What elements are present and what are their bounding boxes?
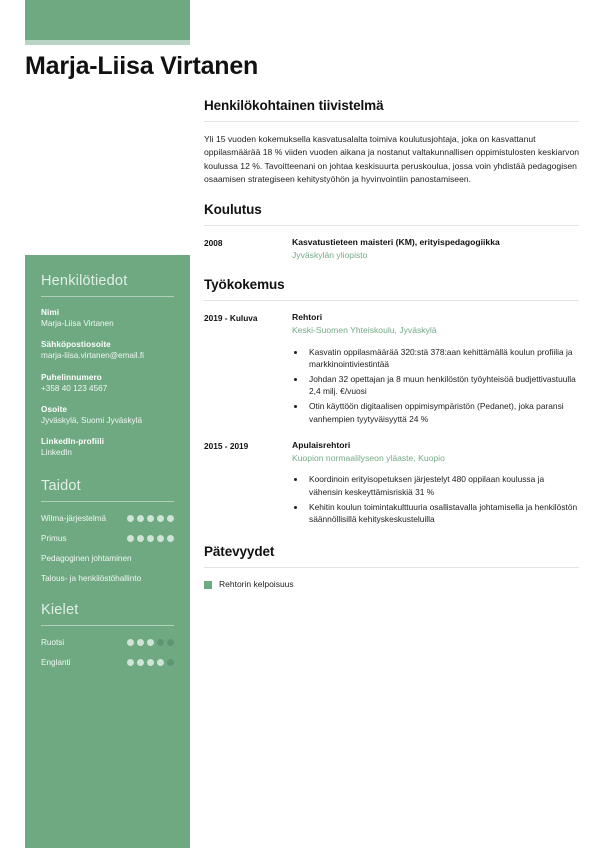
entry-role: Rehtori [292,312,323,323]
entry-body [292,312,579,427]
rating-dot [127,659,134,666]
entry-body [292,237,579,261]
personal-field [41,405,174,426]
skill-rating-dots [127,515,174,522]
section-title-summary: Henkilökohtainen tiivistelmä [204,98,384,113]
personal-field [41,340,174,361]
qualification-item [204,579,579,590]
rating-dot [167,515,174,522]
language-row [41,637,174,648]
rating-dot [167,535,174,542]
entry-role: Kasvatustieteen maisteri (KM), erityispedagogiikka [292,237,500,248]
skill-rating-dots [127,535,174,542]
section-title-qualifications: Pätevyydet [204,543,275,559]
sidebar-section-personal [41,273,174,458]
rating-dot [147,639,154,646]
rating-dot [137,639,144,646]
language-rating-dots [127,639,174,646]
sidebar-section-title-languages: Kielet [41,602,79,619]
sidebar-section-title-skills: Taidot [41,478,81,495]
rating-dot [137,515,144,522]
page-title: Marja-Liisa Virtanen [25,52,259,80]
timeline-entry [204,237,579,261]
entry-role: Apulaisrehtori [292,440,351,451]
section-divider [204,300,579,301]
section-divider [204,121,579,122]
main-content [204,98,579,606]
entry-bullet-list [292,346,579,426]
personal-field-value: Jyväskylä, Suomi Jyväskylä [41,415,143,425]
personal-fields-list [41,308,174,458]
section-divider [204,225,579,226]
personal-field-label: Osoite [41,404,68,414]
rating-dot [127,535,134,542]
square-bullet-icon [204,581,212,589]
personal-field-label: Puhelinnumero [41,372,102,382]
rating-dot [157,639,164,646]
sidebar-section-languages [41,602,174,668]
personal-field-label: Nimi [41,308,60,317]
skill-row [41,573,174,584]
entry-organization: Kuopion normaalilyseon yläaste, Kuopio [292,452,445,463]
personal-field-value: LinkedIn [41,448,72,457]
personal-field-value: marja-liisa.virtanen@email.fi [41,351,144,361]
entry-bullet: • Kasvatin oppilasmäärää 320:stä 378:aan kehittämällä koulun profiilia ja markkinointiviestintää [306,346,579,371]
personal-field [41,373,174,394]
rating-dot [147,515,154,522]
entry-body [292,440,579,528]
sidebar-section-title-personal: Henkilötiedot [41,273,128,289]
education-entries [204,237,579,261]
section-title-experience: Työkokemus [204,277,285,293]
entry-bullet-list [292,473,579,525]
section-title-education: Koulutus [204,202,262,218]
skill-label: Wilma-järjestelmä [41,513,107,523]
personal-field [41,437,174,458]
personal-field [41,308,174,329]
section-qualifications [204,544,579,590]
rating-dot [147,659,154,666]
entry-bullet: • Johdan 32 opettajan ja 8 muun henkilöstön työyhteisöä budjettivastuulla 2,4 milj. €/vuosi [306,373,579,398]
entry-date: 2008 [204,238,223,249]
skill-row [41,533,174,544]
experience-entries [204,312,579,527]
section-experience [204,277,579,527]
entry-date: 2019 - Kuluva [204,313,258,324]
qualification-items [204,579,579,590]
entry-bullet: • Koordinoin erityisopetuksen järjestelyt 480 oppilaan koulussa ja vähensin keskeyttämisriskiä 31 % [306,473,579,498]
sidebar-divider [41,296,174,297]
sidebar-divider [41,625,174,626]
rating-dot [157,535,164,542]
language-label: Ruotsi [41,637,65,647]
rating-dot [167,639,174,646]
skill-row [41,553,174,564]
language-row [41,657,174,668]
personal-field-label: Sähköpostiosoite [41,340,111,350]
section-education [204,202,579,261]
rating-dot [127,639,134,646]
spacer [41,469,174,478]
personal-field-label: LinkedIn-profiili [41,437,105,446]
section-summary [204,98,579,186]
sidebar-section-skills [41,478,174,584]
entry-organization: Keski-Suomen Yhteiskoulu, Jyväskylä [292,325,437,336]
rating-dot [147,535,154,542]
timeline-entry [204,312,579,427]
header-accent-banner [25,0,190,40]
rating-dot [157,659,164,666]
rating-dot [137,535,144,542]
rating-dot [127,515,134,522]
languages-list [41,637,174,668]
personal-field-value: Marja-Liisa Virtanen [41,319,114,328]
spacer [41,593,174,602]
header-accent-strip [25,40,190,45]
language-rating-dots [127,659,174,666]
entry-bullet: • Otin käyttöön digitaalisen oppimisympäristön (Pedanet), joka paransi vanhempien tyytyväisyyttä 24 % [306,400,579,425]
skills-list [41,513,174,584]
entry-date: 2015 - 2019 [204,441,249,452]
skill-label: Primus [41,533,67,543]
summary-text: Yli 15 vuoden kokemuksella kasvatusalalta toimiva koulutusjohtaja, joka on kasvattanut oppilasmäärää 18 % viiden vuoden aikana ja nostanut valtakunnallisen oppimistulosten keskiarvon koulussa 12 %. Tavoitteenani on johtaa keskisuurta peruskoulua, jossa voin yhdistää pedagogisen osaamisen strategiseen kehitystyöhön ja hyvinvointiin panostamiseen. [204,134,580,184]
sidebar [25,255,190,848]
rating-dot [157,515,164,522]
sidebar-divider [41,501,174,502]
rating-dot [167,659,174,666]
rating-dot [137,659,144,666]
timeline-entry [204,440,579,528]
entry-bullet: • Kehitin koulun toimintakulttuuria osallistavalla johtamisella ja henkilöstön säännöllisillä kehityskeskusteluilla [306,501,579,526]
skill-label: Talous- ja henkilöstöhallinto [41,573,142,583]
section-divider [204,567,579,568]
language-label: Englanti [41,657,71,667]
personal-field-value: +358 40 123 4567 [41,383,108,393]
skill-row [41,513,174,524]
skill-label: Pedagoginen johtaminen [41,553,132,563]
entry-organization: Jyväskylän yliopisto [292,249,368,260]
qualification-label: Rehtorin kelpoisuus [219,578,294,589]
